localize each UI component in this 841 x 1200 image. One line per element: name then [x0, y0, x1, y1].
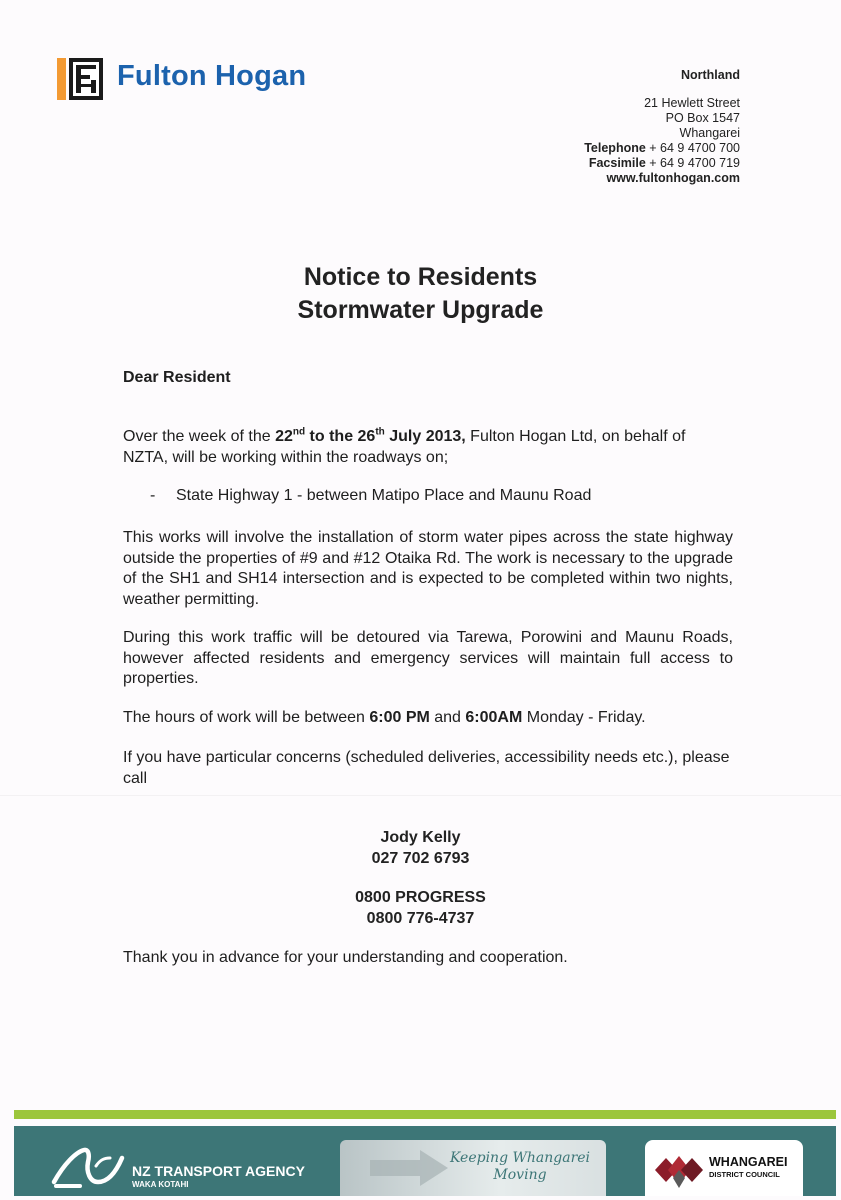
fulton-hogan-logo-icon	[57, 58, 103, 100]
website	[584, 171, 740, 186]
wdc-name: WHANGAREI	[709, 1155, 788, 1169]
region: Northland	[680, 68, 740, 82]
para4-text-1: The hours of work will be between	[123, 709, 370, 726]
hotline-phone: 0800 776-4737	[366, 909, 475, 927]
whangarei-district-council-logo	[645, 1140, 803, 1196]
para1-dates	[275, 428, 466, 445]
paragraph-concerns: If you have particular concerns (scheduled deliveries, accessibility needs etc.), please call	[123, 749, 730, 787]
paragraph-detour: During this work traffic will be detoured via Tarewa, Porowini and Maunu Roads, however affected residents and emergency services will maintain full access to properties.	[123, 629, 733, 687]
telephone-label: Telephone	[584, 141, 646, 155]
para1-text-2: Fulton Hogan Ltd, on behalf of NZTA, will be working within the roadways on;	[123, 428, 686, 466]
contact-name: Jody Kelly	[380, 829, 461, 846]
nzta-subtitle: WAKA KOTAHI	[132, 1180, 189, 1189]
website-link: www.fultonhogan.com	[606, 171, 740, 185]
wdc-subtitle: DISTRICT COUNCIL	[709, 1170, 780, 1179]
street: 21 Hewlett Street	[644, 96, 740, 110]
para4-text-3: Monday - Friday.	[522, 709, 646, 726]
title-line-2: Stormwater Upgrade	[297, 296, 544, 324]
greeting: Dear Resident	[123, 369, 231, 386]
para1-bold-end: July 2013,	[384, 428, 466, 445]
footer-green-line	[14, 1110, 836, 1119]
company-name: Fulton Hogan	[117, 60, 307, 92]
hours-start: 6:00 PM	[369, 709, 430, 726]
para1-sup-2: th	[375, 426, 385, 438]
arrow-icon	[370, 1148, 450, 1188]
facsimile	[584, 156, 740, 171]
po-box: PO Box 1547	[665, 111, 740, 125]
bullet-text: State Highway 1 - between Matipo Place and Maunu Road	[176, 487, 592, 504]
para1-day-1: 22	[275, 428, 293, 445]
contact-phone: 027 702 6793	[371, 849, 470, 867]
page-fold	[0, 795, 841, 796]
para4-text-2: and	[429, 709, 466, 726]
para1-bold-mid: to the 26	[305, 428, 376, 445]
bullet-dash: -	[150, 487, 156, 504]
contact-person	[0, 828, 841, 869]
telephone	[584, 141, 740, 156]
company-logo	[57, 58, 362, 102]
para1-text-1: Over the week of the	[123, 428, 276, 445]
bullet-item	[150, 487, 591, 505]
telephone-value: + 64 9 4700 700	[645, 141, 740, 155]
keeping-line-2: Moving	[493, 1167, 547, 1183]
paragraph-works: This works will involve the installation of storm water pipes across the state highway outside the properties of #9 and #12 Otaika Rd. The work is necessary to the upgrade of the SH1 and SH14 intersection and is expected to be completed within two nights, weather permitting.	[123, 529, 733, 608]
notice-title	[0, 261, 841, 327]
title-line-1: Notice to Residents	[303, 263, 538, 291]
city: Whangarei	[679, 126, 740, 140]
wdc-diamond-icon	[653, 1148, 705, 1192]
paragraph-dates	[123, 427, 733, 468]
address-block	[584, 68, 740, 186]
nzta-swoosh-icon	[50, 1142, 126, 1194]
hotline-name: 0800 PROGRESS	[355, 889, 486, 906]
closing-line: Thank you in advance for your understanding and cooperation.	[123, 949, 568, 966]
nzta-logo	[40, 1136, 310, 1196]
keeping-text	[440, 1150, 600, 1184]
facsimile-label: Facsimile	[588, 156, 646, 170]
hours-end: 6:00AM	[465, 709, 523, 726]
keeping-whangarei-moving-banner	[340, 1140, 606, 1196]
contact-hotline	[0, 888, 841, 929]
keeping-line-1: Keeping Whangarei	[449, 1150, 591, 1166]
para1-sup-1: nd	[292, 426, 306, 438]
facsimile-value: + 64 9 4700 719	[645, 156, 740, 170]
nzta-title: NZ TRANSPORT AGENCY	[132, 1163, 305, 1179]
paragraph-hours	[123, 708, 733, 729]
